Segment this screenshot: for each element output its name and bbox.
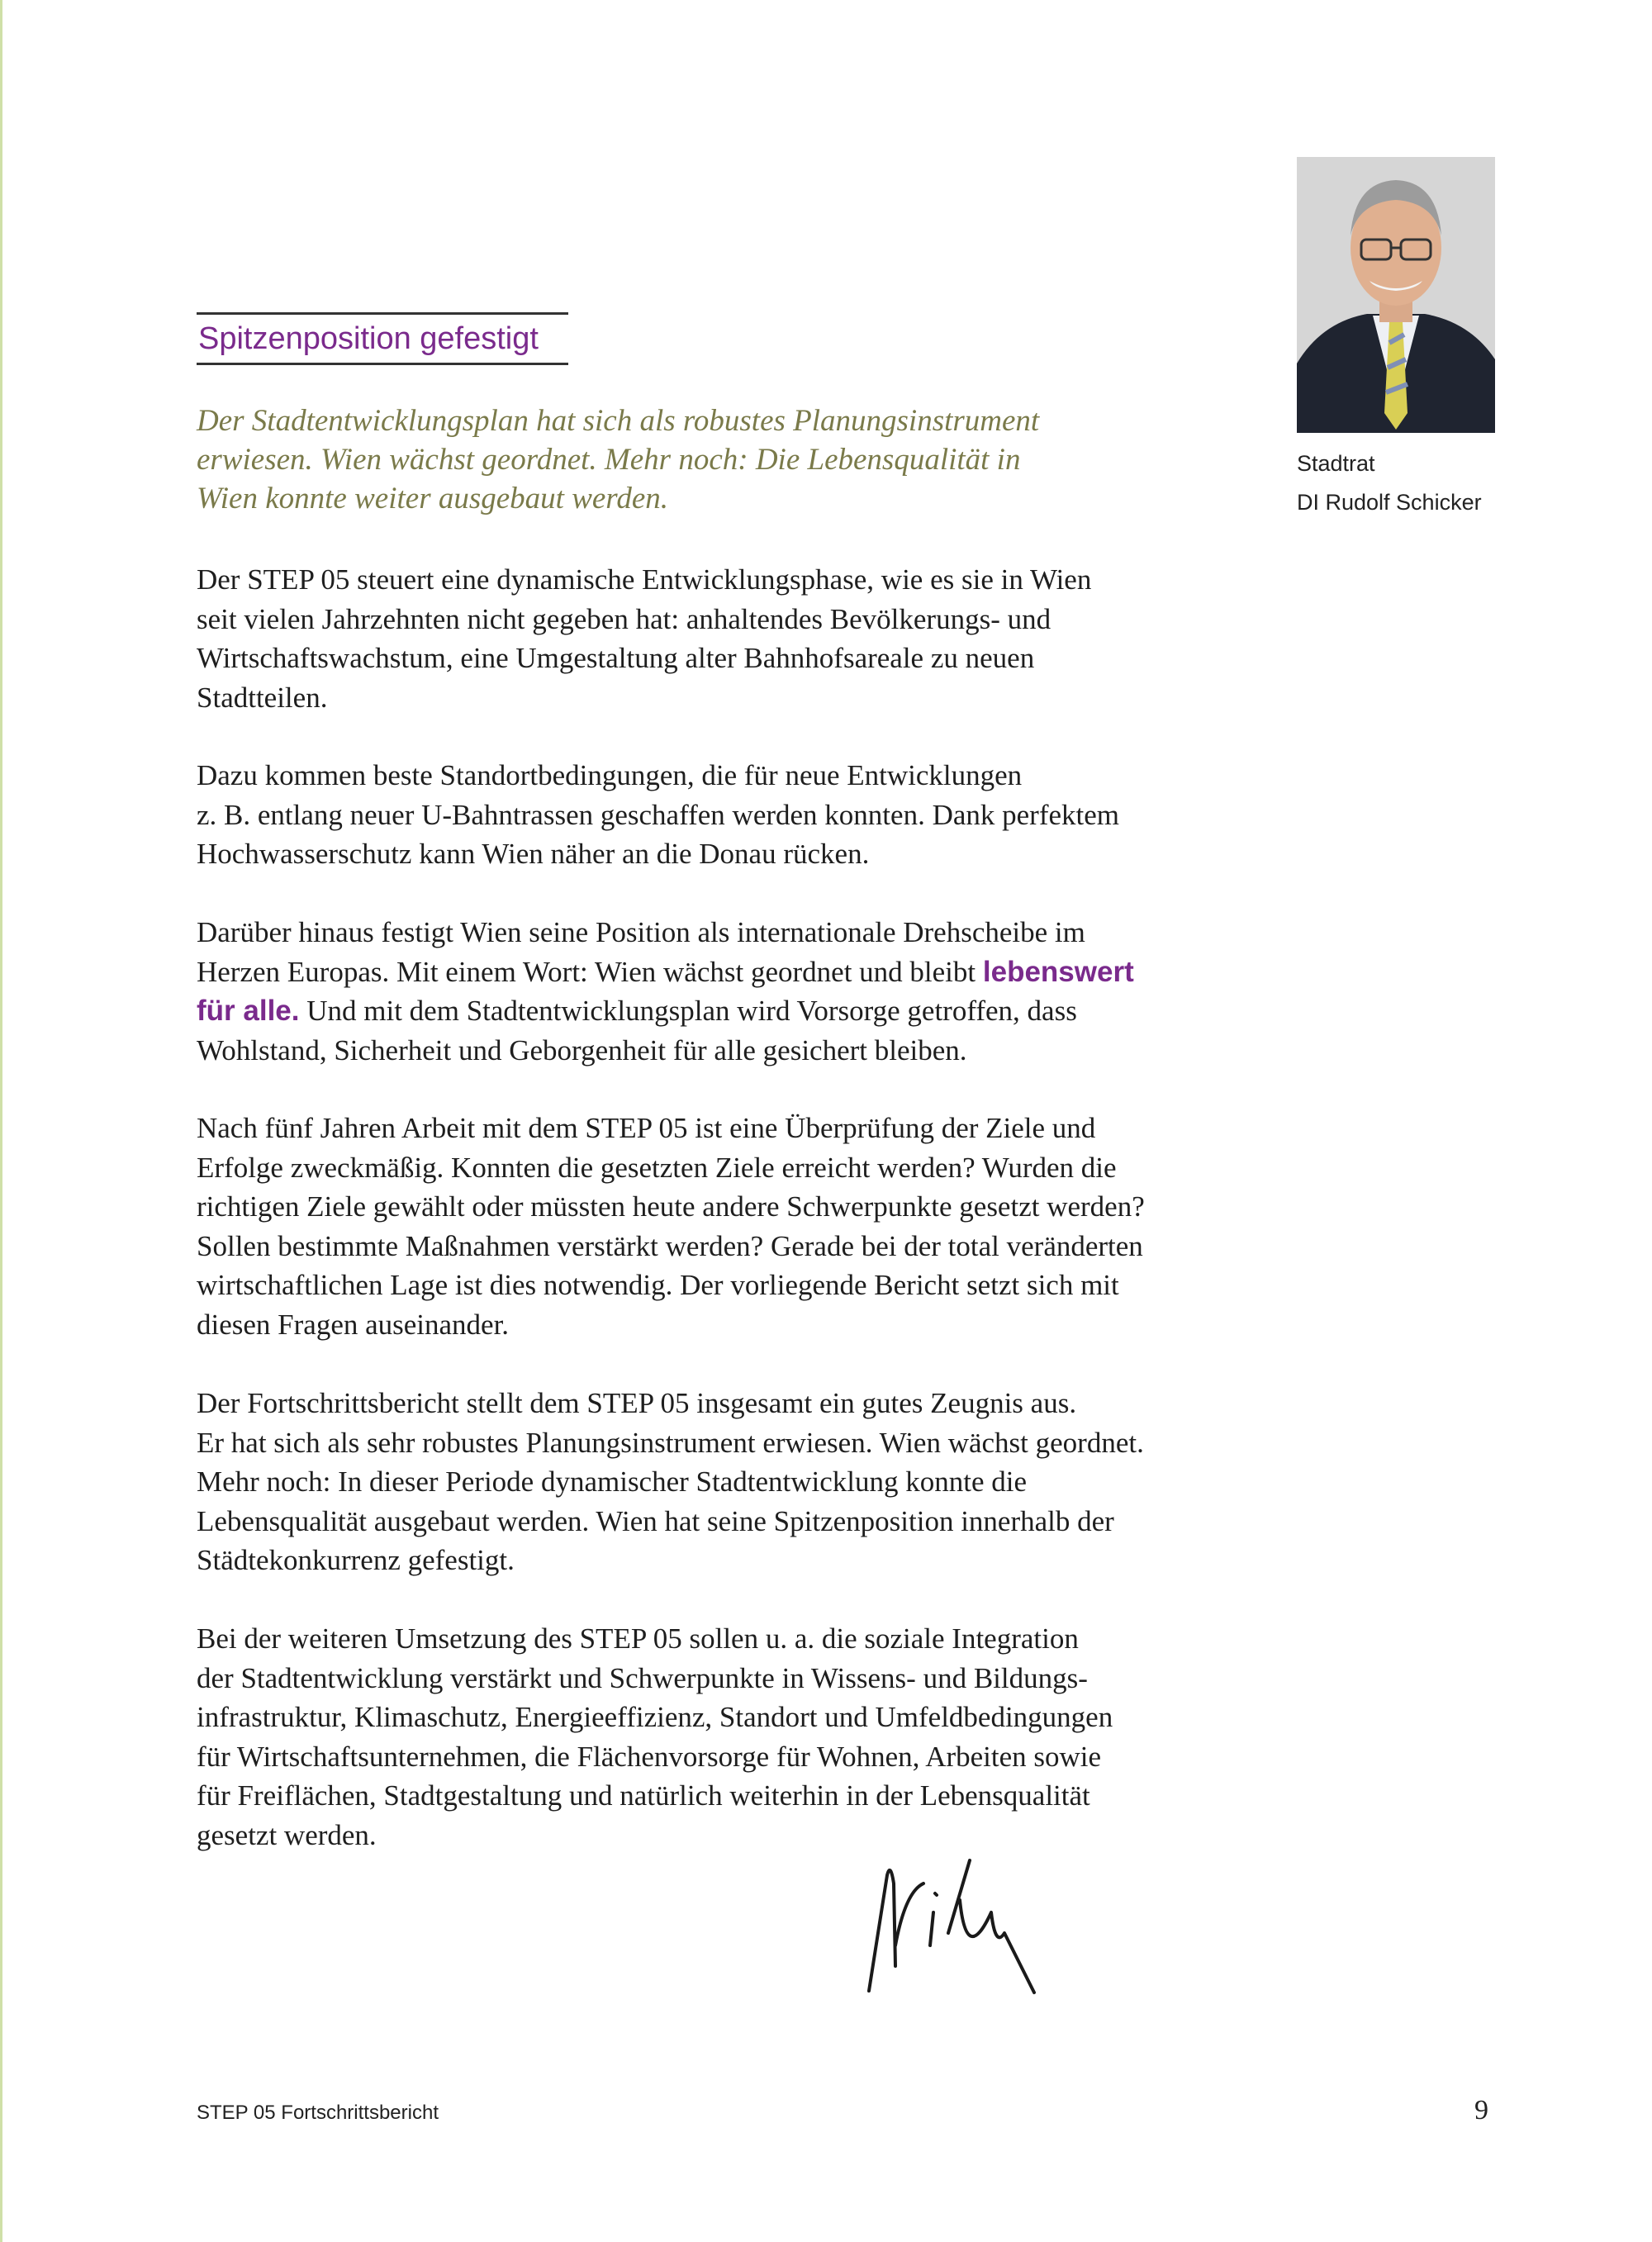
paragraph-1 [197,560,1353,717]
text-line [197,952,1353,992]
text-line: Dazu kommen beste Standortbedingungen, die für neue Entwicklungen [197,759,1023,791]
intro-line: Wien konnte weiter ausgebaut werden. [197,482,668,515]
text-line: Lebensqualität ausgebaut werden. Wien hat seine Spitzenposition innerhalb der [197,1504,1114,1537]
signature-image [851,1850,1115,1999]
page-edge-line [0,0,2,2242]
highlight-text: lebenswert [982,955,1134,988]
text-line: für Freiflächen, Stadtgestaltung und natürlich weiterhin in der Lebensqualität [197,1779,1090,1812]
text-line: Sollen bestimmte Maßnahmen verstärkt werden? Gerade bei der total veränderten [197,1229,1143,1262]
heading-rule-bottom [197,363,568,365]
footer-title: STEP 05 Fortschrittsbericht [197,2102,439,2124]
text-line: Mehr noch: In dieser Periode dynamischer Stadtentwicklung konnte die [197,1465,1028,1498]
portrait-photo [1297,157,1495,433]
text-line: Bei der weiteren Umsetzung des STEP 05 sollen u. a. die soziale Integration [197,1622,1079,1655]
text-line: infrastruktur, Klimaschutz, Energieeffizienz, Standort und Umfeldbedingungen [197,1701,1113,1733]
text-line: Hochwasserschutz kann Wien näher an die Donau rücken. [197,838,870,870]
page-number: 9 [1474,2095,1488,2126]
photo-caption [1297,444,1627,522]
text-line: Wohlstand, Sicherheit und Geborgenheit für alle gesichert bleiben. [197,1033,967,1066]
text-line: richtigen Ziele gewählt oder müssten heute andere Schwerpunkte gesetzt werden? [197,1190,1145,1223]
text-line: Der STEP 05 steuert eine dynamische Entwicklungsphase, wie es sie in Wien [197,563,1092,596]
paragraph-2 [197,756,1353,874]
text-line: wirtschaftlichen Lage ist dies notwendig. Der vorliegende Bericht setzt sich mit [197,1269,1119,1301]
portrait-illustration [1297,157,1495,433]
text-line: Erfolge zweckmäßig. Konnten die gesetzten Ziele erreicht werden? Wurden die [197,1151,1117,1184]
text-line: Wirtschaftswachstum, eine Umgestaltung alter Bahnhofsareale zu neuen [197,642,1035,674]
heading-title: Spitzenposition gefestigt [198,321,539,356]
paragraph-6 [197,1619,1353,1855]
text-line: Darüber hinaus festigt Wien seine Position als internationale Drehscheibe im [197,916,1085,948]
text-segment: Herzen Europas. Mit einem Wort: Wien wächst geordnet und bleibt [197,955,983,988]
section-heading [197,312,568,365]
intro-lead [197,401,1270,518]
intro-line: Der Stadtentwicklungsplan hat sich als robustes Planungsinstrument [197,404,1040,438]
text-segment: Und mit dem Stadtentwicklungsplan wird Vorsorge getroffen, dass [299,995,1077,1027]
text-line: für Wirtschaftsunternehmen, die Flächenvorsorge für Wohnen, Arbeiten sowie [197,1740,1102,1773]
text-line: Der Fortschrittsbericht stellt dem STEP 05 insgesamt ein gutes Zeugnis aus. [197,1387,1077,1419]
caption-name: DI Rudolf Schicker [1297,490,1482,515]
text-line: Nach fünf Jahren Arbeit mit dem STEP 05 ist eine Überprüfung der Ziele und [197,1112,1096,1144]
intro-line: erwiesen. Wien wächst geordnet. Mehr noch: Die Lebensqualität in [197,443,1021,477]
text-line [197,991,1353,1031]
text-line: der Stadtentwicklung verstärkt und Schwerpunkte in Wissens- und Bildungs- [197,1661,1088,1694]
text-line: diesen Fragen auseinander. [197,1308,510,1341]
text-line: Stadtteilen. [197,681,328,714]
paragraph-5 [197,1384,1353,1580]
text-line: gesetzt werden. [197,1818,377,1851]
text-line: seit vielen Jahrzehnten nicht gegeben hat: anhaltendes Bevölkerungs- und [197,602,1051,635]
caption-role: Stadtrat [1297,451,1375,476]
text-line: z. B. entlang neuer U-Bahntrassen geschaffen werden konnten. Dank perfektem [197,798,1119,831]
paragraph-4 [197,1109,1353,1344]
paragraph-3 [197,913,1353,1070]
text-line: Städtekonkurrenz gefestigt. [197,1544,515,1576]
highlight-text: für alle. [197,995,300,1027]
text-line: Er hat sich als sehr robustes Planungsinstrument erwiesen. Wien wächst geordnet. [197,1426,1144,1459]
